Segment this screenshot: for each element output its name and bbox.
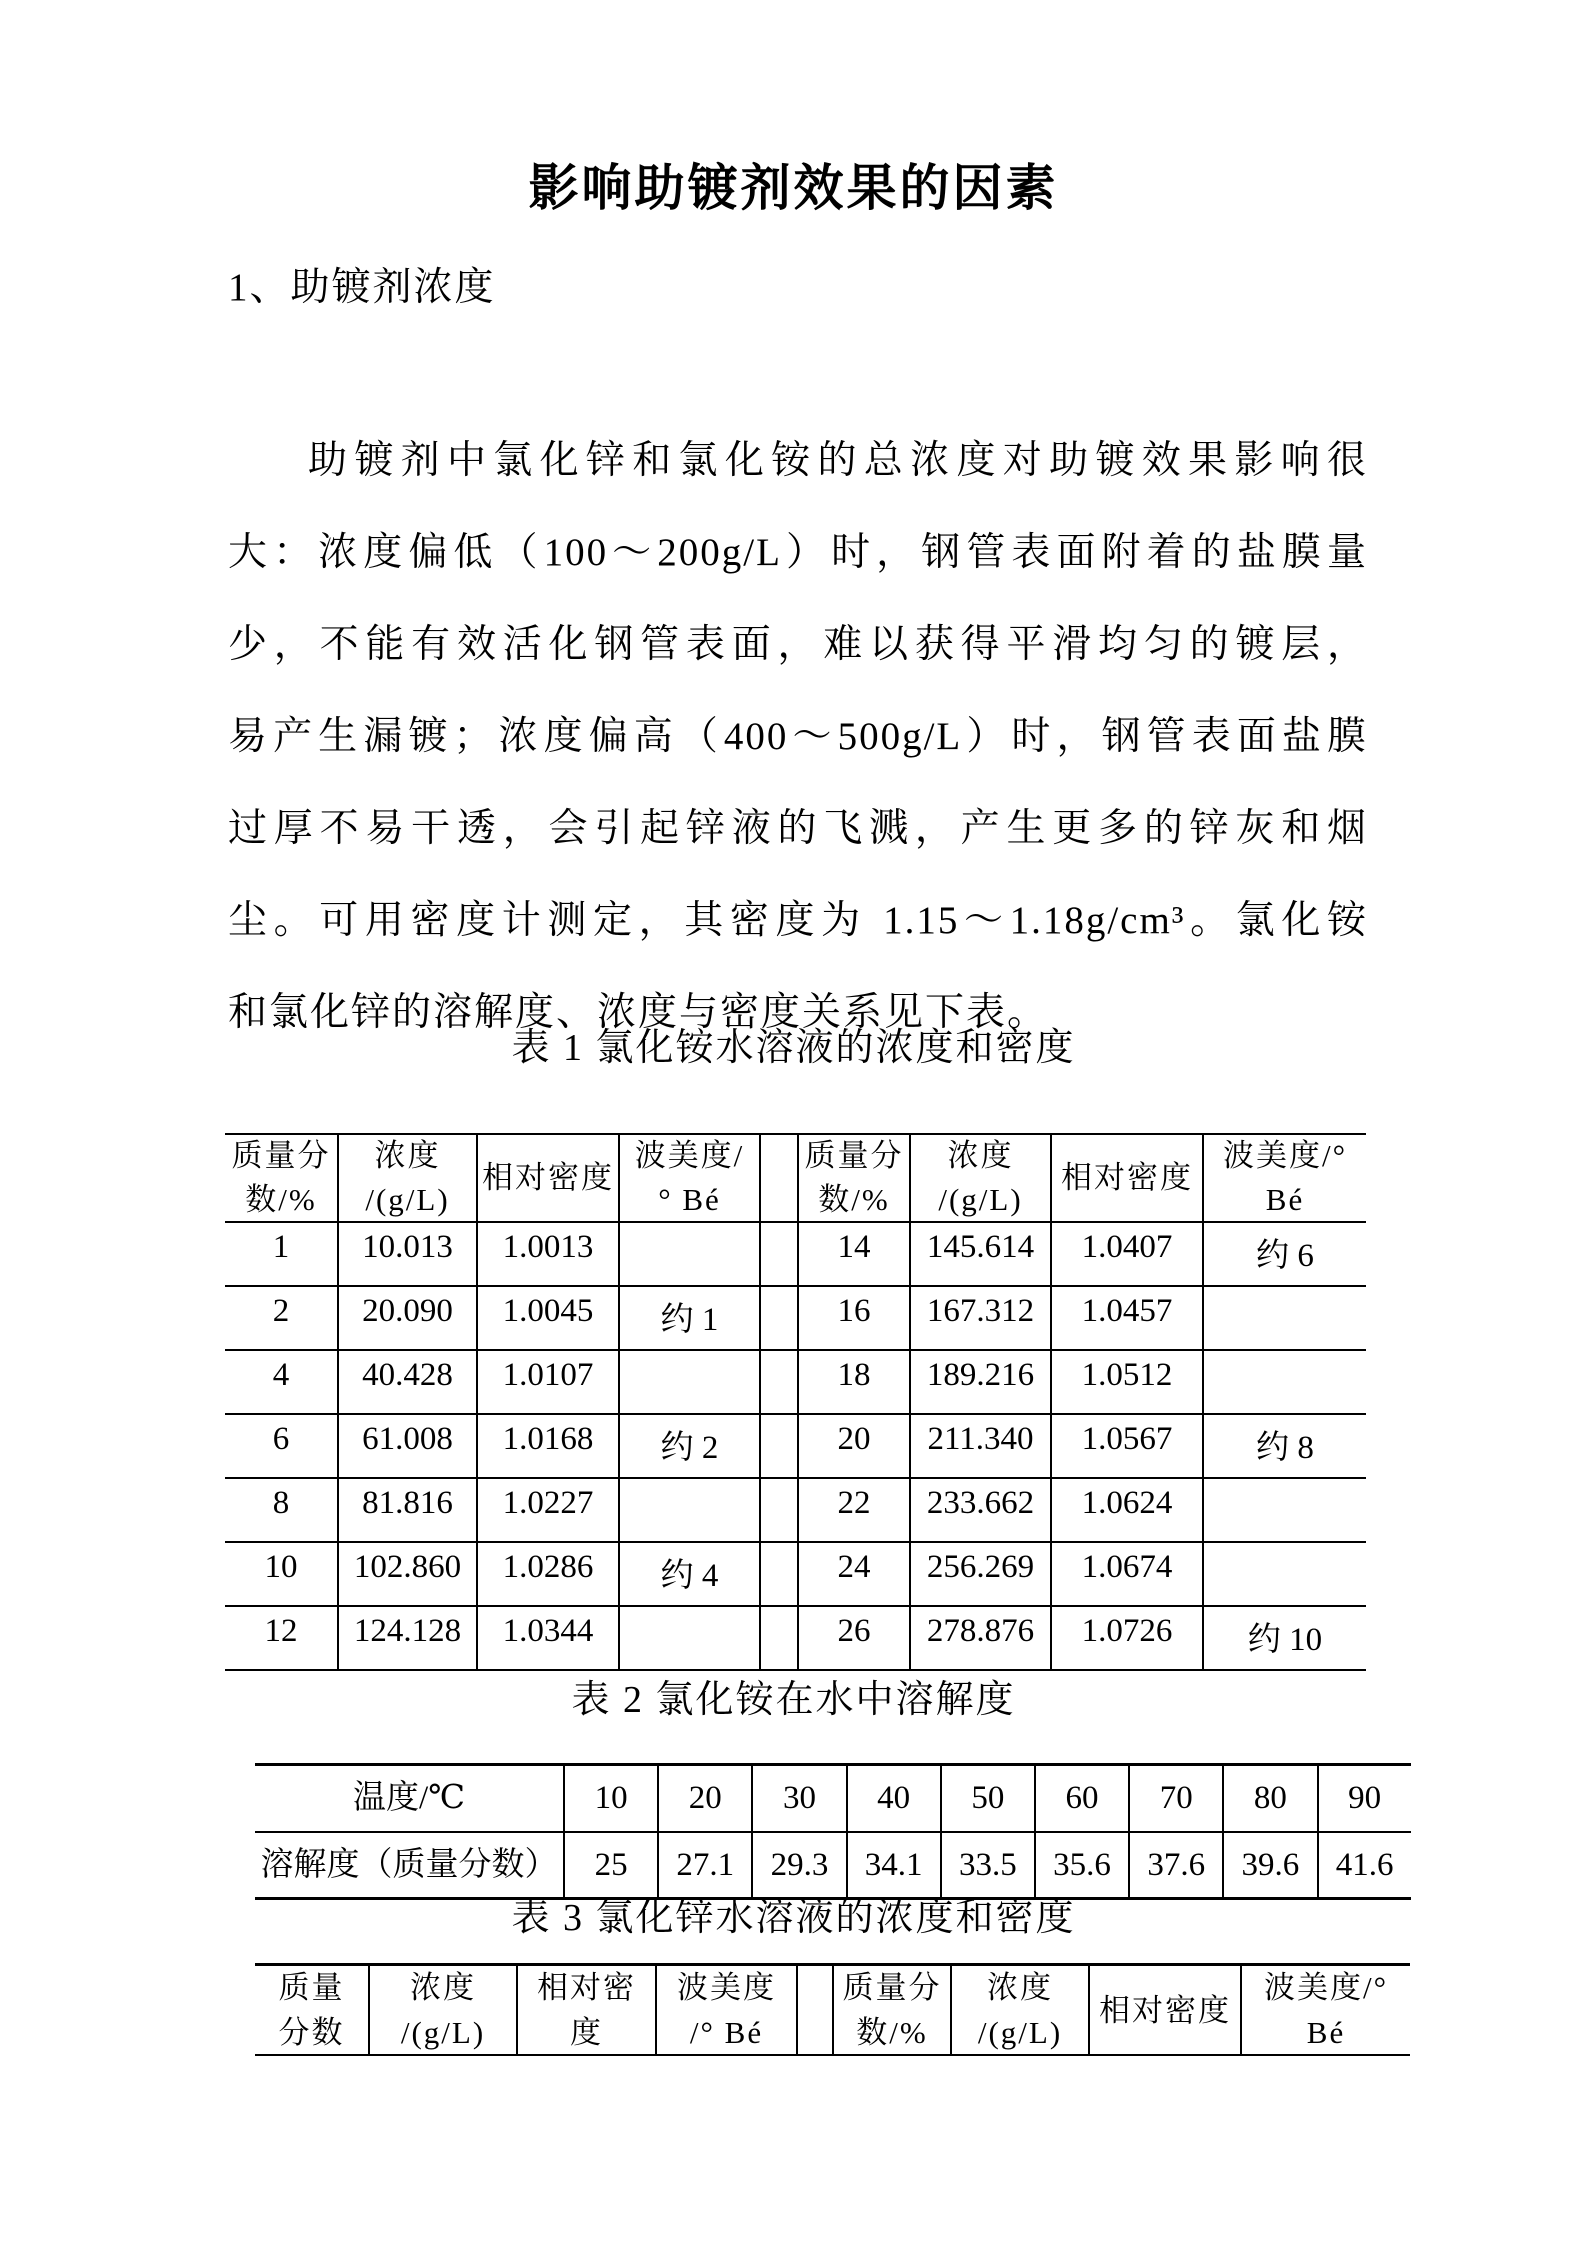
table-row bbox=[225, 1607, 1366, 1671]
table-cell: 10 bbox=[563, 1766, 657, 1831]
header-line: /(g/L) bbox=[365, 1182, 450, 1217]
table-cell: 60 bbox=[1034, 1766, 1128, 1831]
table-cell: 4 bbox=[272, 1357, 290, 1393]
paragraph-line: 易产生漏镀；浓度偏高（400～500g/L）时，钢管表面盐膜 bbox=[228, 715, 1368, 758]
table-row bbox=[225, 1287, 1366, 1351]
table-cell: 约 8 bbox=[1202, 1415, 1366, 1477]
header-line: 浓度 bbox=[410, 1970, 476, 2005]
table-cell: 22 bbox=[797, 1479, 909, 1541]
table-cell: 1.0407 bbox=[1050, 1223, 1202, 1285]
table-cell: 20 bbox=[657, 1766, 751, 1831]
table-row bbox=[225, 1223, 1366, 1287]
table-cell: 256.269 bbox=[909, 1543, 1050, 1605]
table-cell: 211.340 bbox=[909, 1415, 1050, 1477]
table-cell: 90 bbox=[1317, 1766, 1411, 1831]
header-cell bbox=[516, 1966, 655, 2054]
header-cell bbox=[476, 1135, 618, 1221]
paragraph-line: 尘。可用密度计测定，其密度为 1.15～1.18g/cm³。氯化铵 bbox=[228, 899, 1368, 942]
table-cell bbox=[618, 1479, 759, 1541]
table-cell: 41.6 bbox=[1317, 1833, 1411, 1897]
table-cell: 39.6 bbox=[1222, 1833, 1316, 1897]
header-line: Bé bbox=[1265, 1182, 1305, 1217]
header-line: 度 bbox=[570, 2015, 603, 2050]
table-cell: 124.128 bbox=[337, 1607, 476, 1669]
table-cell: 1.0045 bbox=[476, 1287, 618, 1349]
table-cell: 12 bbox=[264, 1613, 298, 1649]
paragraph-line: 少，不能有效活化钢管表面，难以获得平滑均匀的镀层， bbox=[228, 623, 1368, 666]
header-line: /(g/L) bbox=[977, 2015, 1063, 2050]
header-line: 波美度/° bbox=[1222, 1138, 1347, 1173]
header-line: 相对密度 bbox=[1099, 1992, 1231, 2028]
table-cell bbox=[1202, 1479, 1366, 1541]
table-cell: 1.0624 bbox=[1050, 1479, 1202, 1541]
table-cell: 1.0726 bbox=[1050, 1607, 1202, 1669]
table-row bbox=[225, 1351, 1366, 1415]
table1-ammonium-chloride-density bbox=[225, 1133, 1366, 1671]
table-cell: 40 bbox=[846, 1766, 940, 1831]
table-cell: 37.6 bbox=[1128, 1833, 1222, 1897]
header-cell bbox=[909, 1135, 1050, 1221]
table-cell: 18 bbox=[797, 1351, 909, 1413]
header-cell bbox=[368, 1966, 516, 2054]
table-cell: 1.0344 bbox=[476, 1607, 618, 1669]
header-cell bbox=[1240, 1966, 1410, 2054]
table-cell: 1.0227 bbox=[476, 1479, 618, 1541]
paragraph-line: 和氯化锌的溶解度、浓度与密度关系见下表。 bbox=[228, 991, 1049, 1034]
header-cell bbox=[618, 1135, 759, 1221]
table-cell bbox=[618, 1223, 759, 1285]
table-cell bbox=[618, 1351, 759, 1413]
table-cell: 1.0107 bbox=[476, 1351, 618, 1413]
separator-cell bbox=[759, 1607, 797, 1669]
header-line: 数/% bbox=[245, 1182, 317, 1217]
separator-cell bbox=[759, 1415, 797, 1477]
table-cell: 233.662 bbox=[909, 1479, 1050, 1541]
table-cell: 30 bbox=[751, 1766, 845, 1831]
table-row bbox=[225, 1479, 1366, 1543]
table-cell: 16 bbox=[797, 1287, 909, 1349]
table-cell: 27.1 bbox=[657, 1833, 751, 1897]
document-title: 影响助镀剂效果的因素 bbox=[528, 160, 1059, 216]
header-line: 质量分 bbox=[842, 1970, 942, 2005]
header-cell bbox=[832, 1966, 950, 2054]
header-line: Bé bbox=[1306, 2015, 1346, 2050]
table-cell: 20 bbox=[797, 1415, 909, 1477]
table-cell bbox=[1202, 1351, 1366, 1413]
table-cell: 40.428 bbox=[337, 1351, 476, 1413]
separator-cell bbox=[759, 1287, 797, 1349]
paragraph-line: 助镀剂中氯化锌和氯化铵的总浓度对助镀效果影响很 bbox=[308, 439, 1368, 482]
header-line: 浓度 bbox=[987, 1970, 1053, 2005]
table-cell: 1.0512 bbox=[1050, 1351, 1202, 1413]
table-cell: 189.216 bbox=[909, 1351, 1050, 1413]
table-cell: 50 bbox=[940, 1766, 1034, 1831]
table-cell: 1 bbox=[272, 1229, 290, 1265]
separator-cell bbox=[759, 1543, 797, 1605]
table-cell: 约 4 bbox=[618, 1543, 759, 1605]
header-line: /° Bé bbox=[689, 2015, 764, 2050]
table3-zinc-chloride-density bbox=[255, 1963, 1410, 2056]
header-line: 数/% bbox=[856, 2015, 928, 2050]
table-cell: 34.1 bbox=[846, 1833, 940, 1897]
table-cell: 35.6 bbox=[1034, 1833, 1128, 1897]
separator-cell bbox=[759, 1135, 797, 1221]
table-cell: 33.5 bbox=[940, 1833, 1034, 1897]
table-cell bbox=[618, 1607, 759, 1669]
table1-header-row bbox=[225, 1135, 1366, 1223]
header-line: /(g/L) bbox=[400, 2015, 486, 2050]
table-row bbox=[225, 1543, 1366, 1607]
table-cell: 约 10 bbox=[1202, 1607, 1366, 1669]
table-cell: 14 bbox=[797, 1223, 909, 1285]
header-line: 数/% bbox=[818, 1182, 890, 1217]
header-line: 分数 bbox=[278, 2015, 345, 2050]
header-line: 质量分 bbox=[231, 1138, 331, 1173]
table-cell: 80 bbox=[1222, 1766, 1316, 1831]
body-paragraph bbox=[228, 415, 1368, 1059]
header-line: 相对密度 bbox=[482, 1160, 614, 1195]
table-cell: 29.3 bbox=[751, 1833, 845, 1897]
header-line: 质量 bbox=[278, 1970, 345, 2005]
header-cell bbox=[1050, 1135, 1202, 1221]
header-line: ° Bé bbox=[658, 1182, 721, 1217]
table2-solubility bbox=[255, 1763, 1411, 1900]
header-line: 浓度 bbox=[947, 1138, 1014, 1173]
header-cell bbox=[655, 1966, 796, 2054]
table-cell: 10 bbox=[264, 1549, 298, 1585]
header-line: 相对密度 bbox=[1061, 1160, 1193, 1195]
header-line: 波美度 bbox=[677, 1970, 776, 2005]
table-cell: 1.0457 bbox=[1050, 1287, 1202, 1349]
table-cell: 1.0168 bbox=[476, 1415, 618, 1477]
table-cell: 约 6 bbox=[1202, 1223, 1366, 1285]
table-row bbox=[225, 1415, 1366, 1479]
table-cell: 102.860 bbox=[337, 1543, 476, 1605]
paragraph-line: 过厚不易干透，会引起锌液的飞溅，产生更多的锌灰和烟 bbox=[228, 807, 1368, 850]
separator-cell bbox=[796, 1966, 832, 2054]
header-line: 质量分 bbox=[804, 1138, 904, 1173]
header-cell bbox=[950, 1966, 1088, 2054]
table-cell: 1.0567 bbox=[1050, 1415, 1202, 1477]
header-line: 波美度/° bbox=[1263, 1970, 1388, 2005]
header-cell bbox=[225, 1135, 337, 1221]
table-cell: 20.090 bbox=[337, 1287, 476, 1349]
table-cell: 81.816 bbox=[337, 1479, 476, 1541]
table-cell: 25 bbox=[563, 1833, 657, 1897]
paragraph-line: 大：浓度偏低（100～200g/L）时，钢管表面附着的盐膜量 bbox=[228, 531, 1368, 574]
table2-caption: 表 2 氯化铵在水中溶解度 bbox=[571, 1679, 1016, 1721]
separator-cell bbox=[759, 1223, 797, 1285]
table-cell: 278.876 bbox=[909, 1607, 1050, 1669]
table-row bbox=[255, 1833, 1411, 1900]
table-cell: 10.013 bbox=[337, 1223, 476, 1285]
table-cell: 2 bbox=[272, 1293, 290, 1329]
table-cell: 1.0674 bbox=[1050, 1543, 1202, 1605]
table-cell: 167.312 bbox=[909, 1287, 1050, 1349]
table-row bbox=[255, 1766, 1411, 1833]
header-line: 浓度 bbox=[374, 1138, 441, 1173]
table-cell bbox=[1202, 1543, 1366, 1605]
table-cell: 约 1 bbox=[618, 1287, 759, 1349]
header-cell bbox=[1088, 1966, 1240, 2054]
header-line: 相对密 bbox=[537, 1970, 636, 2005]
separator-cell bbox=[759, 1479, 797, 1541]
section-heading: 1、助镀剂浓度 bbox=[228, 266, 496, 309]
header-cell bbox=[797, 1135, 909, 1221]
table-cell: 6 bbox=[272, 1421, 290, 1457]
table-cell: 145.614 bbox=[909, 1223, 1050, 1285]
row-label-cell: 温度/℃ bbox=[352, 1780, 466, 1816]
table-cell: 约 2 bbox=[618, 1415, 759, 1477]
table-cell: 8 bbox=[272, 1485, 290, 1521]
separator-cell bbox=[759, 1351, 797, 1413]
table1-caption: 表 1 氯化铵水溶液的浓度和密度 bbox=[511, 1027, 1076, 1069]
header-cell bbox=[1202, 1135, 1366, 1221]
header-cell bbox=[255, 1966, 368, 2054]
table-cell: 61.008 bbox=[337, 1415, 476, 1477]
table3-header-row bbox=[255, 1966, 1410, 2056]
header-line: /(g/L) bbox=[938, 1182, 1023, 1217]
table-cell: 1.0286 bbox=[476, 1543, 618, 1605]
header-line: 波美度/ bbox=[634, 1138, 745, 1173]
table-cell: 26 bbox=[797, 1607, 909, 1669]
header-cell bbox=[337, 1135, 476, 1221]
table3-caption: 表 3 氯化锌水溶液的浓度和密度 bbox=[511, 1897, 1076, 1939]
table-cell: 24 bbox=[797, 1543, 909, 1605]
table-cell bbox=[1202, 1287, 1366, 1349]
table-cell: 70 bbox=[1128, 1766, 1222, 1831]
table-cell: 1.0013 bbox=[476, 1223, 618, 1285]
row-label-cell: 溶解度（质量分数） bbox=[260, 1847, 558, 1883]
